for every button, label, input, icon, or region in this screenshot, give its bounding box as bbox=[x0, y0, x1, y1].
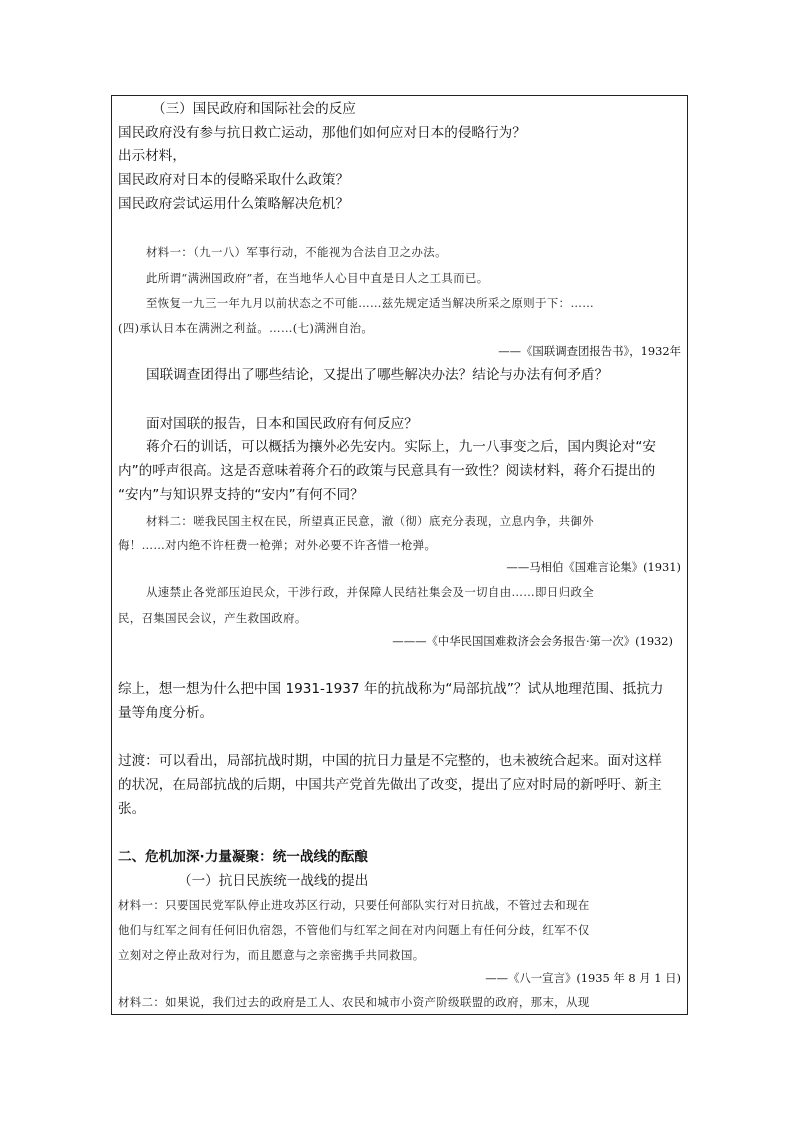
summary-line: 综上，想一想为什么把中国 1931-1937 年的抗战称为“局部抗战”？试从地理范围、抵抗力 bbox=[118, 681, 664, 697]
transition-line: 过渡：可以看出，局部抗战时期，中国的抗日力量是不完整的，也未被统合起来。面对这样 bbox=[118, 753, 662, 769]
part-2-title: 二、危机加深·力量凝聚：统一战线的酝酿 bbox=[118, 849, 368, 865]
question-text: 面对国联的报告，日本和国民政府有何反应？ bbox=[146, 416, 418, 432]
part-2-material-line: 他们与红军之间有任何旧仇宿怨，不管他们与红军之间在对内问题上有任何分歧，红军不仅 bbox=[118, 923, 590, 937]
part-2-subtitle: （一）抗日民族统一战线的提出 bbox=[178, 873, 369, 889]
material-2-line: 民，召集国民会议，产生救国政府。 bbox=[118, 611, 307, 625]
part-2-material-line: 材料一：只要国民党军队停止进攻苏区行动，只要任何部队实行对日抗战，不管过去和现在 bbox=[118, 898, 590, 912]
part-2-material-line: 立刻对之停止敌对行为，而且愿意与之亲密携手共同救国。 bbox=[118, 948, 425, 962]
material-2-line: 材料二：嗟我民国主权在民，所望真正民意，澈（彻）底充分表现，立息内争，共御外 bbox=[146, 514, 595, 528]
section-3-title: （三）国民政府和国际社会的反应 bbox=[152, 101, 356, 117]
paragraph-line: 蒋介石的训话，可以概括为攘外必先安内。实际上，九一八事变之后，国内舆论对“安 bbox=[146, 439, 657, 455]
material-2-line: 侮！……对内绝不许枉费一枪弹；对外必要不许吝惜一枪弹。 bbox=[118, 538, 437, 552]
material-2-source: ——马相伯《国难言论集》(1931) bbox=[506, 560, 681, 574]
question-text: 国民政府尝试运用什么策略解决危机？ bbox=[118, 196, 350, 212]
material-1-line: 此所谓“满洲国政府”者，在当地华人心目中直是日人之工具而已。 bbox=[146, 271, 489, 285]
material-2-line: 从速禁止各党部压迫民众，干涉行政，并保障人民结社集会及一切自由……即日归政全 bbox=[146, 585, 595, 599]
part-2-material-source: ——《八一宣言》(1935 年 8 月 1 日) bbox=[485, 971, 681, 985]
question-text: 国民政府没有参与抗日救亡运动，那他们如何应对日本的侵略行为？ bbox=[118, 125, 526, 141]
material-1-line: (四)承认日本在满洲之利益。……(七)满洲自治。 bbox=[118, 321, 374, 335]
part-2-material-line: 材料二：如果说，我们过去的政府是工人、农民和城市小资产阶级联盟的政府，那末，从现 bbox=[118, 995, 590, 1009]
paragraph-line: “安内”与知识界支持的“安内”有何不同？ bbox=[118, 487, 364, 503]
question-text: 国联调查团得出了哪些结论，又提出了哪些解决办法？结论与办法有何矛盾？ bbox=[146, 367, 609, 383]
material-2-source: ———《中华民国国难救济会会务报告·第一次》(1932) bbox=[392, 634, 673, 648]
transition-line: 的状况，在局部抗战的后期，中国共产党首先做出了改变，提出了应对时局的新呼吁、新主 bbox=[118, 777, 662, 793]
instruction-text: 出示材料， bbox=[118, 148, 186, 164]
material-1-source: ——《国联调查团报告书》，1932年 bbox=[498, 344, 681, 358]
material-1-line: 至恢复一九三一年九月以前状态之不可能……兹先规定适当解决所采之原则于下：…… bbox=[146, 296, 595, 310]
content-cell bbox=[111, 95, 688, 1015]
summary-line: 量等角度分析。 bbox=[118, 705, 214, 721]
material-1-line: 材料一：（九一八）军事行动，不能视为合法自卫之办法。 bbox=[146, 245, 447, 259]
question-text: 国民政府对日本的侵略采取什么政策？ bbox=[118, 172, 350, 188]
transition-line: 张。 bbox=[118, 801, 146, 817]
paragraph-line: 内”的呼声很高。这是否意味着蒋介石的政策与民意具有一致性？阅读材料，蒋介石提出的 bbox=[118, 463, 656, 479]
